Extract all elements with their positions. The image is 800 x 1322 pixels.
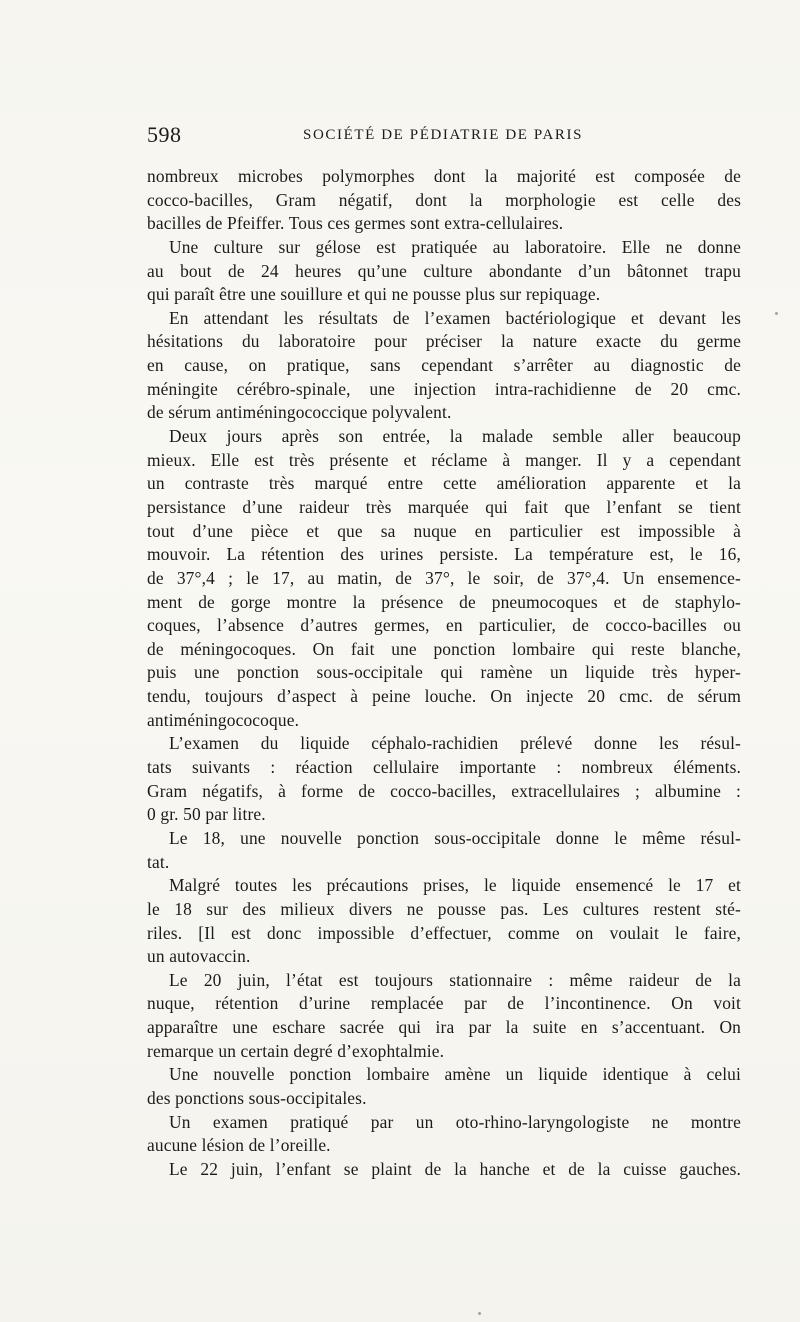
page-speck: [775, 312, 778, 315]
text-line: de sérum antiméningococcique polyvalent.: [147, 402, 452, 423]
text-line: nombreux microbes polymorphes dont la majorité est composée de: [147, 166, 741, 186]
text-line: un autovaccin.: [147, 946, 251, 967]
text-line: de 37°,4 ; le 17, au matin, de 37°, le soir, de 37°,4. Un ensemence-: [147, 567, 741, 588]
text-line: ment de gorge montre la présence de pneumocoques et de staphylo-: [147, 591, 741, 612]
text-line: qui paraît être une souillure et qui ne pousse plus sur repiquage.: [147, 284, 601, 305]
text-line: tendu, toujours d’aspect à peine louche. On injecte 20 cmc. de sérum: [147, 686, 741, 707]
text-line: hésitations du laboratoire pour préciser la nature exacte du germe: [147, 331, 741, 352]
text-line: aucune lésion de l’oreille.: [147, 1135, 331, 1156]
page-speck: [478, 1312, 481, 1315]
text-line: L’examen du liquide céphalo-rachidien prélevé donne les résul-: [169, 733, 741, 754]
text-line: Une culture sur gélose est pratiquée au laboratoire. Elle ne donne: [169, 236, 741, 257]
text-line: cocco-bacilles, Gram négatif, dont la morphologie est celle des: [147, 189, 741, 210]
text-line: tats suivants : réaction cellulaire importante : nombreux éléments.: [147, 757, 741, 778]
text-line: Le 22 juin, l’enfant se plaint de la hanche et de la cuisse gauches.: [169, 1158, 741, 1179]
text-line: Le 18, une nouvelle ponction sous-occipitale donne le même résul-: [169, 827, 741, 848]
text-line: méningite cérébro-spinale, une injection intra-rachidienne de 20 cmc.: [147, 378, 741, 399]
text-line: Gram négatifs, à forme de cocco-bacilles, extracellulaires ; albumine :: [147, 780, 741, 801]
text-line: tout d’une pièce et que sa nuque en particulier est impossible à: [147, 520, 741, 541]
text-line: mieux. Elle est très présente et réclame à manger. Il y a cependant: [147, 449, 741, 470]
text-line: Un examen pratiqué par un oto-rhino-laryngologiste ne montre: [169, 1111, 741, 1132]
text-line: antiméningococoque.: [147, 709, 300, 730]
text-line: en cause, on pratique, sans cependant s’arrêter au diagnostic de: [147, 355, 741, 376]
running-head: SOCIÉTÉ DE PÉDIATRIE DE PARIS: [303, 127, 584, 143]
text-line: puis une ponction sous-occipitale qui ramène un liquide très hyper-: [147, 662, 741, 683]
page-header: [147, 122, 741, 152]
text-line: apparaître une eschare sacrée qui ira par la suite en s’accentuant. On: [147, 1017, 741, 1038]
text-line: coques, l’absence d’autres germes, en particulier, de cocco-bacilles ou: [147, 615, 741, 636]
text-line: nuque, rétention d’urine remplacée par de l’incontinence. On voit: [147, 993, 741, 1014]
text-line: un contraste très marqué entre cette amélioration apparente et la: [147, 473, 741, 494]
text-line: En attendant les résultats de l’examen bactériologique et devant les: [169, 307, 741, 328]
text-line: mouvoir. La rétention des urines persiste. La température est, le 16,: [147, 544, 741, 565]
text-line: Le 20 juin, l’état est toujours stationnaire : même raideur de la: [169, 969, 741, 990]
page-number: 598: [147, 122, 182, 147]
text-line: tat.: [147, 851, 170, 872]
text-line: Malgré toutes les précautions prises, le liquide ensemencé le 17 et: [169, 875, 741, 896]
text-line: le 18 sur des milieux divers ne pousse pas. Les cultures restent sté-: [147, 898, 741, 919]
text-line: remarque un certain degré d’exophtalmie.: [147, 1040, 445, 1061]
text-line: Deux jours après son entrée, la malade semble aller beaucoup: [169, 426, 741, 447]
text-line: bacilles de Pfeiffer. Tous ces germes sont extra-cellulaires.: [147, 213, 564, 234]
text-line: des ponctions sous-occipitales.: [147, 1087, 367, 1108]
text-line: de méningocoques. On fait une ponction lombaire qui reste blanche,: [147, 638, 741, 659]
text-line: 0 gr. 50 par litre.: [147, 804, 266, 825]
text-line: au bout de 24 heures qu’une culture abondante d’un bâtonnet trapu: [147, 260, 741, 281]
text-line: persistance d’une raideur très marquée qui fait que l’enfant se tient: [147, 496, 741, 517]
body-text: [147, 165, 741, 1182]
text-line: Une nouvelle ponction lombaire amène un liquide identique à celui: [169, 1064, 741, 1085]
text-line: riles. [Il est donc impossible d’effectuer, comme on voulait le faire,: [147, 922, 741, 943]
